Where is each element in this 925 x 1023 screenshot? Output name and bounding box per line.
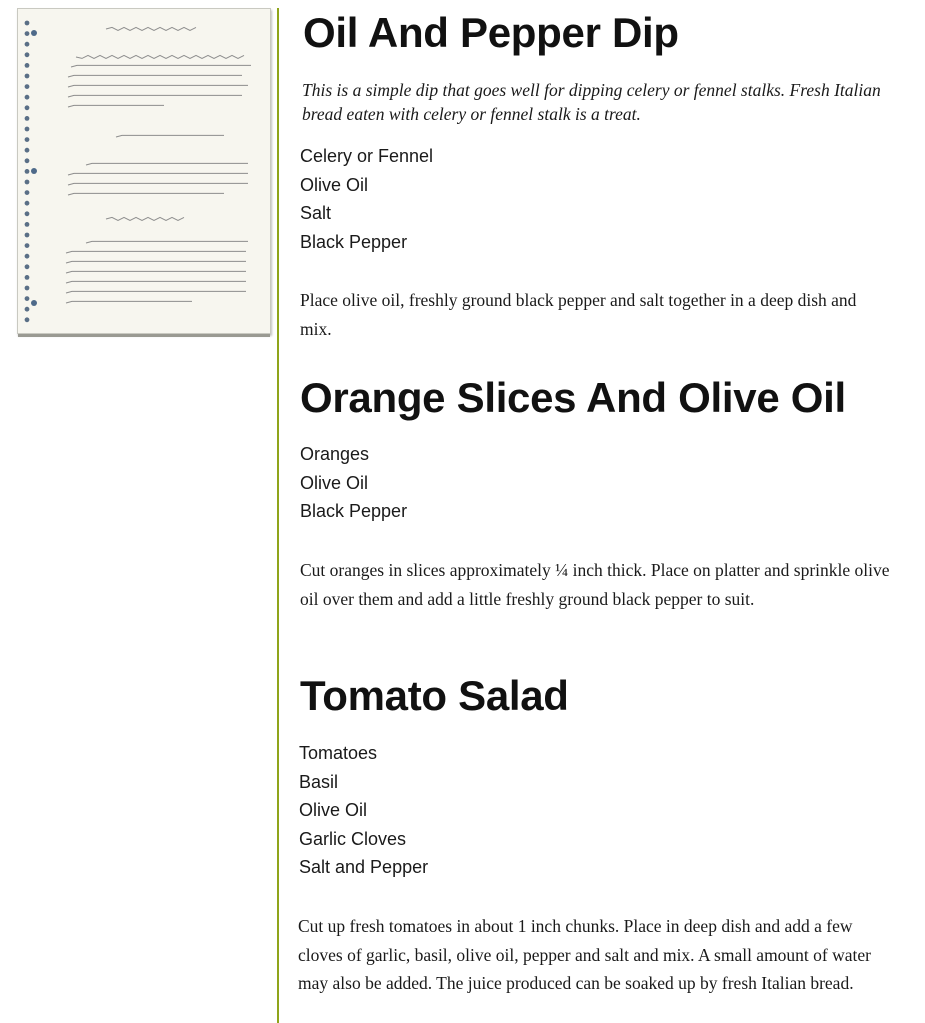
ingredient-item: Olive Oil — [300, 472, 369, 493]
ingredient-item: Basil — [299, 771, 339, 792]
notebook-edge — [18, 334, 270, 337]
column-divider — [277, 8, 279, 1023]
ingredient-item: Olive Oil — [300, 174, 369, 195]
recipe-method: Cut up fresh tomatoes in about 1 inch chunks. Place in deep dish and add a few cloves of garlic, basil, olive oil, pepper and salt and mix. A small amount of water may also be added. The juice produced can be soaked up by fresh Italian bread. — [298, 916, 871, 993]
recipe-method: Cut oranges in slices approximately ¼ inch thick. Place on platter and sprinkle olive oil over them and add a little freshly ground black pepper to suit. — [300, 560, 890, 609]
ingredient-item: Black Pepper — [300, 501, 408, 521]
ingredient-item: Tomatoes — [299, 743, 378, 763]
recipe-title: Oil And Pepper Dip — [303, 9, 679, 56]
recipe-method: Place olive oil, freshly ground black pepper and salt together in a deep dish and mix. — [300, 290, 857, 339]
ingredient-item: Salt and Pepper — [299, 857, 429, 877]
recipe-title: Tomato Salad — [300, 672, 569, 719]
ingredient-list — [299, 739, 428, 882]
ingredient-list — [300, 440, 407, 526]
recipe-intro: This is a simple dip that goes well for dipping celery or fennel stalks. Fresh Italian bread eaten with celery or fennel stalk is a treat. — [302, 80, 881, 124]
ingredient-item: Olive Oil — [299, 800, 368, 820]
ingredient-list — [300, 142, 433, 256]
ingredient-item: Garlic Cloves — [299, 828, 407, 849]
ingredient-item: Celery or Fennel — [300, 146, 434, 166]
ingredient-item: Black Pepper — [300, 231, 408, 252]
ingredient-item: Oranges — [300, 444, 370, 464]
recipe-title: Orange Slices And Olive Oil — [300, 374, 846, 421]
spiral-binding-icon — [20, 13, 38, 329]
handwritten-recipe-notebook-image — [17, 8, 271, 334]
ingredient-item: Salt — [300, 203, 332, 223]
handwritten-text-image — [46, 17, 264, 317]
